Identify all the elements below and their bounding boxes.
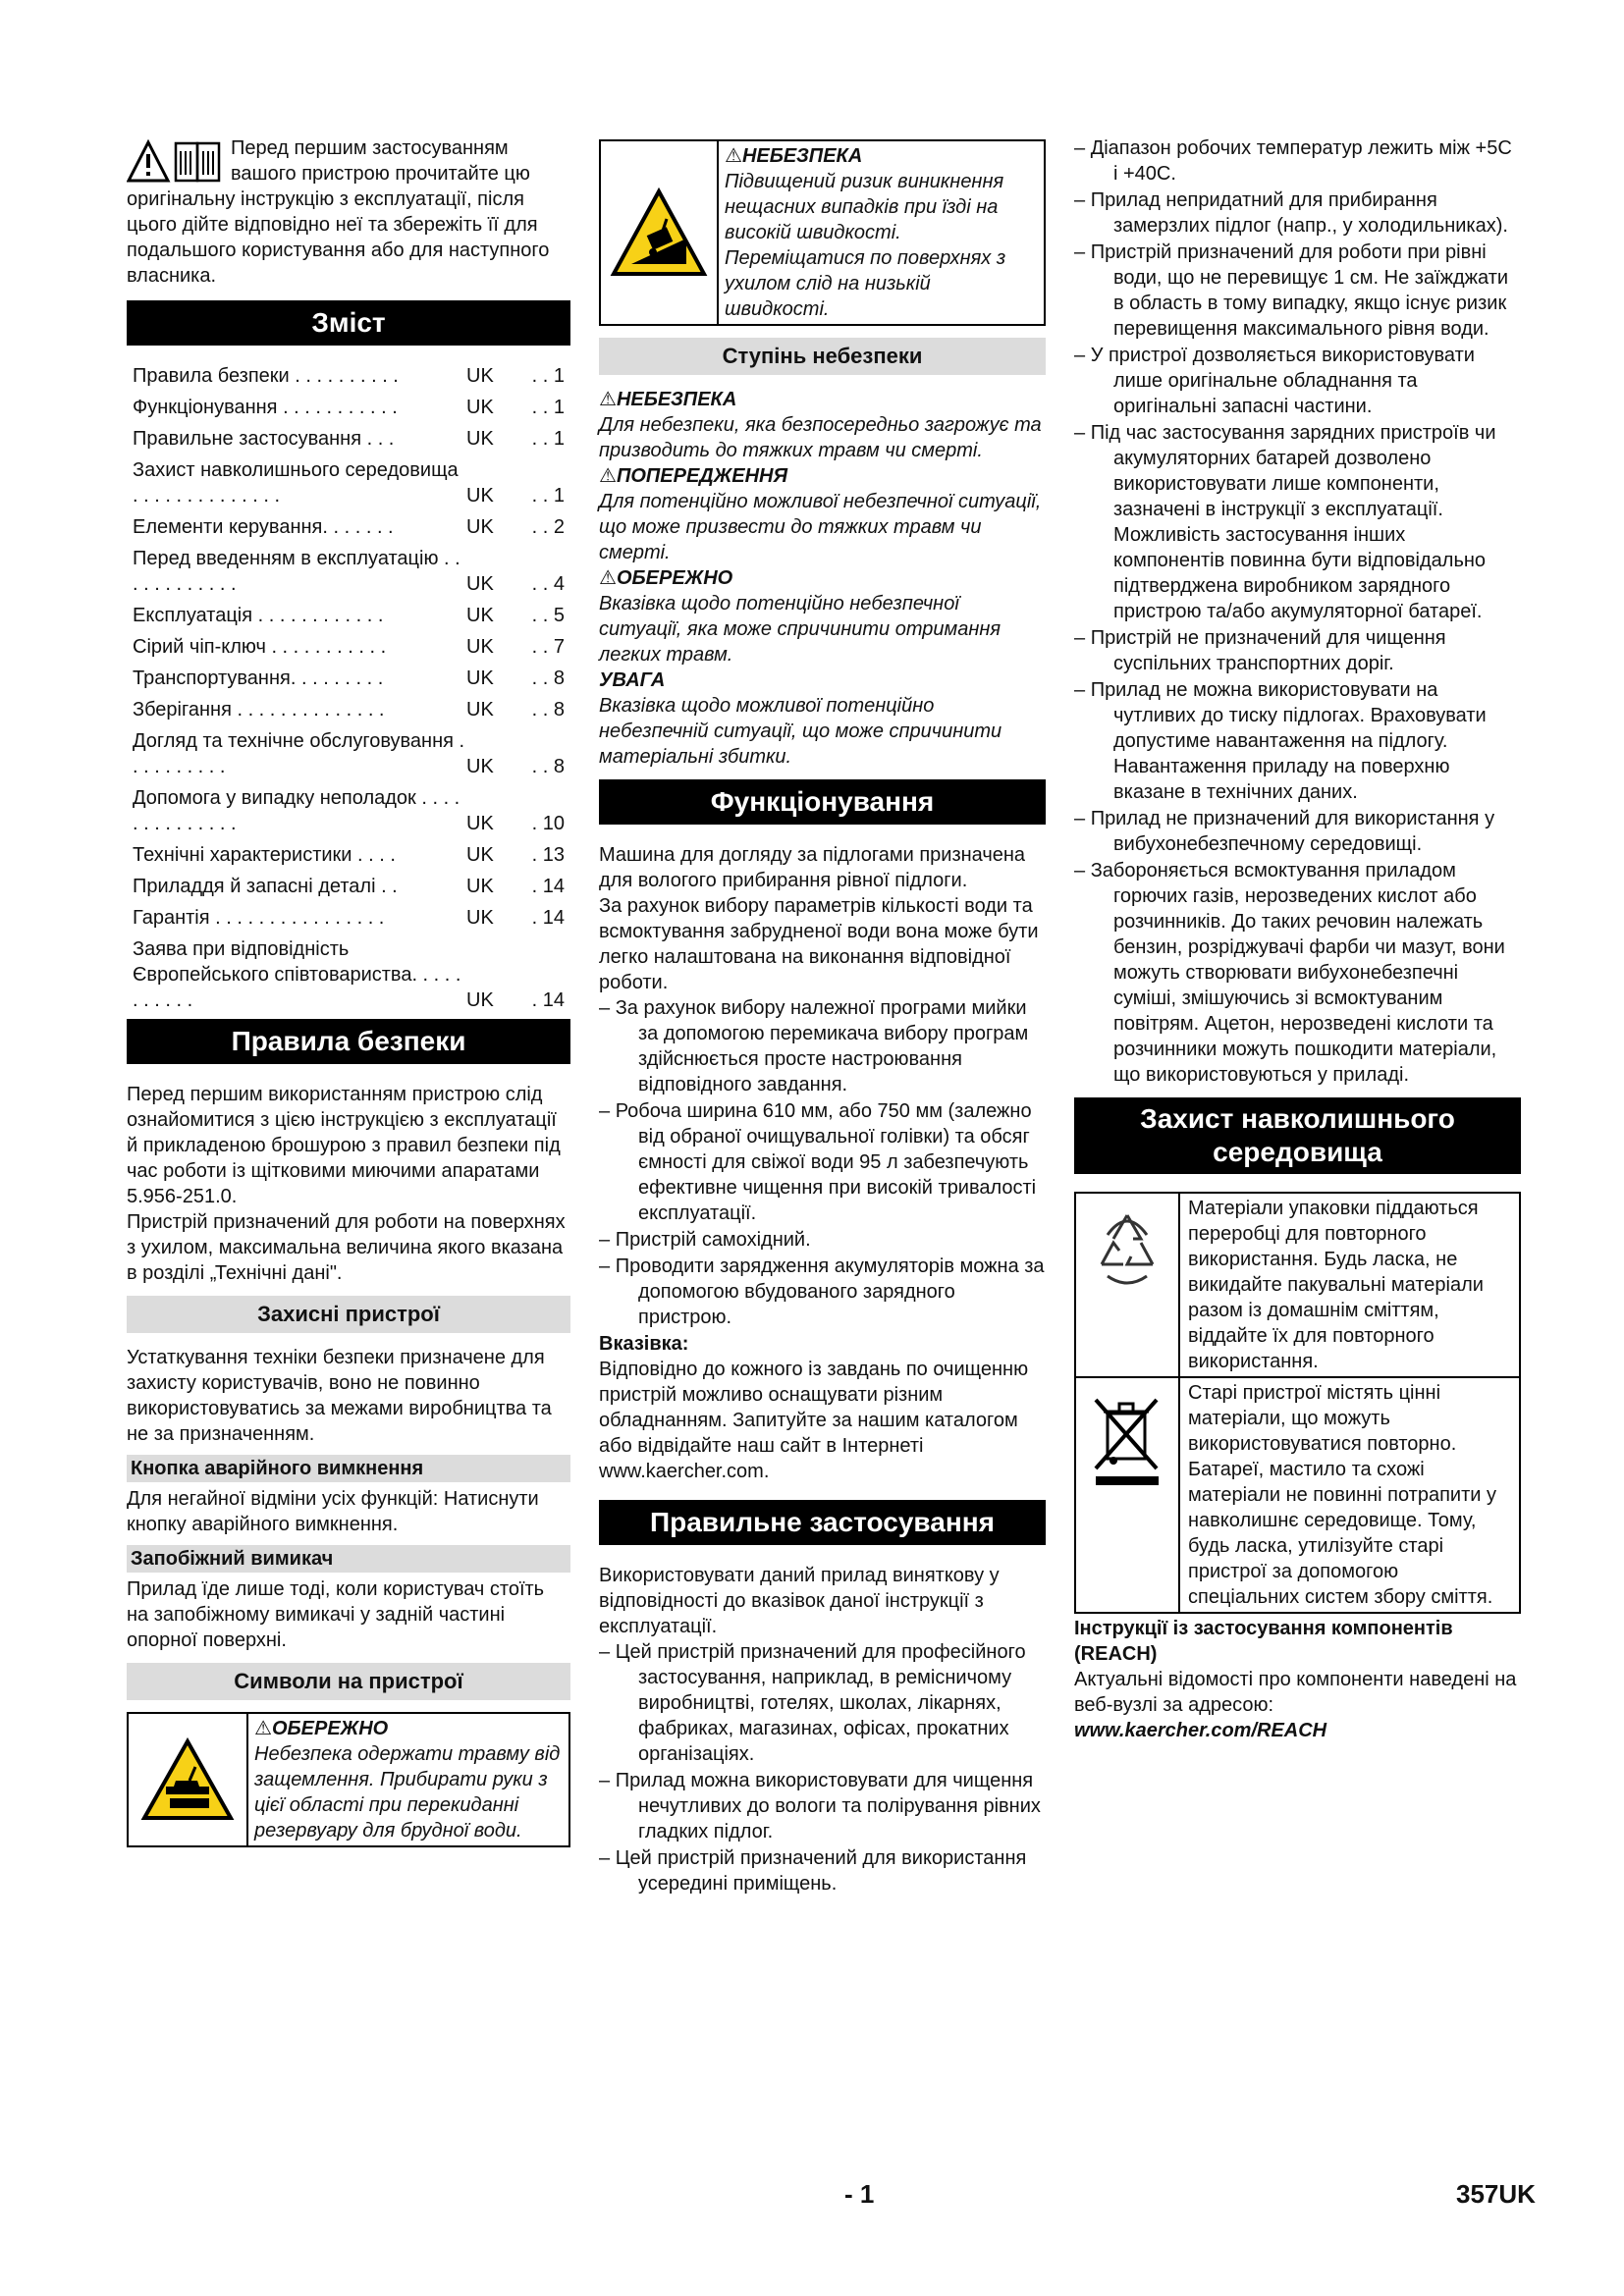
danger-level-text: Для потенційно можливої небезпечної ситуації, що може призвести до тяжких травм чи смерті. — [599, 491, 1042, 563]
toc-entry-ref: UK — [466, 428, 494, 450]
danger-level — [599, 463, 1046, 565]
toc-entry-page: . . 8 — [531, 667, 565, 689]
safety-paragraph: Перед першим використанням пристрою слід ознайомитися з цією інструкцією з експлуатації й прикладеною брошурою з правил безпеки під час роботи із щітковими миючими апаратами 5.956-251.0. — [127, 1084, 561, 1207]
toc-entry-ref: UK — [466, 989, 494, 1011]
toc-entry-page: . . 4 — [531, 573, 565, 595]
estop-paragraph: Для негайної відміни усіх функцій: Натиснути кнопку аварійного вимкнення. — [127, 1488, 539, 1535]
toc-entry-ref: UK — [466, 365, 494, 387]
func-paragraph: За рахунок вибору параметрів кількості води та всмоктування забрудненої води вона може бути легко налаштована на виконання відповідної роботи. — [599, 895, 1039, 993]
env-row-bin — [1076, 1376, 1519, 1612]
toc-entry-title: Сірий чіп-ключ . . . . . . . . . . . — [133, 636, 387, 658]
toc-entry[interactable] — [127, 936, 570, 1013]
toc-entry-page: . . 2 — [531, 516, 565, 538]
danger-levels — [599, 387, 1046, 770]
toc-entry-title: Транспортування. . . . . . . . . — [133, 667, 384, 689]
list-item: – Цей пристрій призначений для професійного застосування, наприклад, в ремісничому виробництві, готелях, школах, лікарнях, фабриках, магазинах, офісах, прокатних організаціях. — [599, 1639, 1046, 1767]
use-list — [599, 1639, 1046, 1896]
toc-entry-ref: UK — [466, 397, 494, 418]
toc-entry-title: Технічні характеристики . . . . — [133, 844, 396, 866]
note-paragraph: Відповідно до кожного із завдань по очищенню пристрій можливо оснащувати різним обладнанням. Запитуйте за нашим каталогом або відвідайте наш сайт в Інтернеті www.kaercher.com. — [599, 1359, 1029, 1482]
page-number: - 1 — [844, 2179, 875, 2209]
toc-entry-page: . . 1 — [531, 365, 565, 387]
func-list — [599, 995, 1046, 1330]
estop-heading: Кнопка аварійного вимкнення — [127, 1455, 570, 1482]
toc-entry-ref: UK — [466, 756, 494, 777]
list-item: – Прилад не можна використовувати на чутливих до тиску підлогах. Враховувати допустиме навантаження на підлогу. Навантаження приладу на поверхню вказане в технічних даних. — [1074, 677, 1521, 805]
toc-entry[interactable] — [127, 514, 570, 540]
list-item: – Прилад непридатний для прибирання замерзлих підлог (напр., у холодильниках). — [1074, 187, 1521, 239]
list-item: – Робоча ширина 610 мм, або 750 мм (залежно від обраної очищувальної голівки) та обсяг ємності для свіжої води 95 л забезпечують ефективне чищення при високій тривалості експлуатації. — [599, 1098, 1046, 1226]
danger-level-label: УВАГА — [599, 669, 666, 691]
reach-link[interactable]: www.kaercher.com/REACH — [1074, 1720, 1327, 1741]
toc-entry-ref: UK — [466, 876, 494, 897]
toc-entry-title: Правила безпеки . . . . . . . . . . — [133, 365, 399, 387]
danger-level-label: ⚠НЕБЕЗПЕКА — [599, 389, 737, 410]
toc-entry-page: . . 8 — [531, 756, 565, 777]
list-item: – Цей пристрій призначений для використання усередині приміщень. — [599, 1845, 1046, 1896]
crossed-bin-icon — [1076, 1378, 1180, 1612]
toc-entry[interactable] — [127, 874, 570, 899]
hand-crush-warning-icon — [129, 1714, 248, 1845]
list-item: – Прилад можна використовувати для чищення нечутливих до вологи та полірування рівних гладких підлог. — [599, 1768, 1046, 1844]
symbol-label: ⚠ОБЕРЕЖНО — [254, 1718, 389, 1739]
toc-entry[interactable] — [127, 457, 570, 508]
danger-level-text: Для небезпеки, яка безпосередньо загрожує та призводить до тяжких травм чи смерті. — [599, 414, 1042, 461]
danger-level — [599, 565, 1046, 667]
use-restrictions-list — [1074, 135, 1521, 1088]
toc-entry-page: . 14 — [531, 907, 565, 929]
env-bin-text: Старі пристрої містять цінні матеріали, що можуть використовуватися повторно. Батареї, мастило та схожі матеріали не повинні потрапити у навколишнє середовище. Тому, будь ласка, утилізуйте старі пристрої за допомогою спеціальних систем збору сміття. — [1188, 1382, 1496, 1608]
toc-entry-title: Функціонування . . . . . . . . . . . — [133, 397, 398, 418]
warning-manual-icon — [127, 139, 225, 185]
toc-entry-title: Допомога у випадку неполадок . . . . . . . . . . . . . . — [133, 787, 460, 834]
toc-entry[interactable] — [127, 728, 570, 779]
toc-entry[interactable] — [127, 634, 570, 660]
env-heading: Захист навколишнього середовища — [1074, 1097, 1521, 1174]
slope-speed-warning-icon — [601, 141, 719, 324]
list-item: – За рахунок вибору належної програми мийки за допомогою перемикача вибору програм здійснюється просте настроювання відповідного завдання. — [599, 995, 1046, 1097]
column-left — [127, 135, 570, 1859]
toc-entry-page: . . 7 — [531, 636, 565, 658]
symbols-heading: Символи на пристрої — [127, 1663, 570, 1700]
toc-entry-ref: UK — [466, 813, 494, 834]
safety-paragraph: Пристрій призначений для роботи на поверхнях з ухилом, максимальна величина якого вказана в розділі „Технічні дані". — [127, 1211, 566, 1284]
toc-entry[interactable] — [127, 905, 570, 931]
toc-entry-page: . 14 — [531, 989, 565, 1011]
danger-level — [599, 667, 1046, 770]
func-paragraph: Машина для догляду за підлогами призначена для вологого прибирання рівної підлоги. — [599, 844, 1026, 891]
toc-entry[interactable] — [127, 785, 570, 836]
danger-box-label: ⚠НЕБЕЗПЕКА — [725, 145, 863, 167]
toc-entry-title: Перед введенням в експлуатацію . . . . . . . . . . . . — [133, 548, 460, 595]
list-item: – Пристрій самохідний. — [599, 1227, 1046, 1253]
recycle-icon — [1076, 1194, 1180, 1376]
toc-entry-ref: UK — [466, 907, 494, 929]
intro-text: Перед першим застосуванням вашого пристрою прочитайте цю оригінальну інструкцію з експлуатації, після цього дійте відповідно неї та збережіть її для подальшого користування або для наступного власника. — [127, 137, 550, 287]
toc-entry-page: . . 8 — [531, 699, 565, 721]
safety-heading: Правила безпеки — [127, 1019, 570, 1064]
toc-entry-page: . . 1 — [531, 428, 565, 450]
toc-entry-title: Захист навколишнього середовища . . . . . . . . . . . . . . — [133, 459, 459, 507]
env-box — [1074, 1192, 1521, 1614]
toc-entry-title: Експлуатація . . . . . . . . . . . . — [133, 605, 384, 626]
toc-entry-title: Правильне застосування . . . — [133, 428, 395, 450]
toc-entry-title: Гарантія . . . . . . . . . . . . . . . . — [133, 907, 385, 929]
list-item: – Проводити зарядження акумуляторів можна за допомогою вбудованого зарядного пристрою. — [599, 1254, 1046, 1330]
list-item: – У пристрої дозволяється використовувати лише оригінальне обладнання та оригінальні запасні частини. — [1074, 343, 1521, 419]
use-heading: Правильне застосування — [599, 1500, 1046, 1545]
toc-entry-ref: UK — [466, 605, 494, 626]
toc-entry-ref: UK — [466, 636, 494, 658]
fuse-heading: Запобіжний вимикач — [127, 1545, 570, 1573]
list-item: – Під час застосування зарядних пристроїв чи акумуляторних батарей дозволено використовувати лише компоненти, зазначені в інструкції з експлуатації. Можливість застосування інших компонентів повинна бути відповідально підтверджена виробником зарядного пристрою та/або акумуляторної батареї. — [1074, 420, 1521, 624]
note-label: Вказівка: — [599, 1333, 689, 1355]
toc-entry[interactable] — [127, 395, 570, 420]
toc-entry[interactable] — [127, 546, 570, 597]
toc-entry-ref: UK — [466, 667, 494, 689]
func-heading: Функціонування — [599, 779, 1046, 825]
toc-entry-title: Елементи керування. . . . . . . — [133, 516, 394, 538]
toc-entry[interactable] — [127, 666, 570, 691]
levels-heading: Ступінь небезпеки — [599, 338, 1046, 375]
toc-entry-page: . . 1 — [531, 397, 565, 418]
danger-level-text: Вказівка щодо потенційно небезпечної ситуації, яка може спричинити отримання легких травм. — [599, 593, 1001, 666]
toc-entry-page: . . 5 — [531, 605, 565, 626]
toc-entry-ref: UK — [466, 844, 494, 866]
list-item: – Діапазон робочих температур лежить між +5C і +40C. — [1074, 135, 1521, 187]
danger-level — [599, 387, 1046, 463]
toc-entry-title: Зберігання . . . . . . . . . . . . . . — [133, 699, 385, 721]
toc-entry-ref: UK — [466, 485, 494, 507]
danger-level-label: ⚠ПОПЕРЕДЖЕННЯ — [599, 465, 788, 487]
protect-paragraph: Устаткування техніки безпеки призначене для захисту користувачів, воно не повинно використовуватись за межами виробництва та не за призначенням. — [127, 1347, 552, 1445]
toc-entry[interactable] — [127, 426, 570, 452]
toc-entry[interactable] — [127, 697, 570, 722]
list-item: – Прилад не призначений для використання у вибухонебезпечному середовищі. — [1074, 806, 1521, 857]
toc-entry-page: . . 1 — [531, 485, 565, 507]
toc-entry-title: Догляд та технічне обслуговування . . . . . . . . . . — [133, 730, 465, 777]
toc-entry[interactable] — [127, 842, 570, 868]
env-recycle-text: Матеріали упаковки піддаються переробці для повторного використання. Будь ласка, не викидайте пакувальні матеріали разом із домашнім сміттям, віддайте їх для повторного використання. — [1188, 1198, 1484, 1372]
toc-entry-ref: UK — [466, 573, 494, 595]
protect-heading: Захисні пристрої — [127, 1296, 570, 1333]
toc-entry-title: Приладдя й запасні деталі . . — [133, 876, 398, 897]
list-item: – Пристрій призначений для роботи при рівні води, що не перевищує 1 см. Не заїжджати в область в тому випадку, якщо існує ризик перевищення максимального рівня води. — [1074, 240, 1521, 342]
toc-entry-ref: UK — [466, 699, 494, 721]
danger-speed-box — [599, 139, 1046, 326]
table-of-contents — [127, 363, 570, 1013]
column-right — [1074, 135, 1521, 1743]
danger-level-text: Вказівка щодо можливої потенційно небезпечній ситуації, що може спричинити матеріальні збитки. — [599, 695, 1002, 768]
toc-entry-ref: UK — [466, 516, 494, 538]
list-item: – Пристрій не призначений для чищення суспільних транспортних доріг. — [1074, 625, 1521, 676]
reach-paragraph: Актуальні відомості про компоненти наведені на веб-вузлі за адресою: — [1074, 1669, 1517, 1716]
toc-entry-page: . 13 — [531, 844, 565, 866]
danger-box-text: Підвищений ризик виникнення нещасних випадків при їзді на високій швидкості. Переміщатися по поверхнях з ухилом слід на низькій швидкості. — [725, 171, 1006, 320]
list-item: – Забороняється всмоктування приладом горючих газів, нерозведених кислот або розчинників. До таких речовин належать бензин, розріджувачі фарби чи мазут, вони можуть створювати вибухонебезпечні суміші, змішуючись зі всмоктуваним повітрям. Ацетон, нерозведені кислоти та розчинники можуть пошкодити матеріали, що використовуються у приладі. — [1074, 858, 1521, 1088]
toc-entry[interactable] — [127, 363, 570, 389]
toc-entry-title: Заява при відповідність Європейського співтовариства. . . . . . . . . . . — [133, 938, 461, 1011]
env-row-recycle — [1076, 1194, 1519, 1376]
toc-entry-page: . 10 — [531, 813, 565, 834]
symbol-warning-box — [127, 1712, 570, 1847]
danger-level-label: ⚠ОБЕРЕЖНО — [599, 567, 733, 589]
fuse-paragraph: Прилад їде лише тоді, коли користувач стоїть на запобіжному вимикачі у задній частині опорної поверхні. — [127, 1578, 545, 1651]
use-paragraph: Використовувати даний прилад виняткову у відповідності до вказівок даної інструкції з експлуатації. — [599, 1565, 1000, 1637]
reach-heading: Інструкції із застосування компонентів (REACH) — [1074, 1618, 1453, 1665]
toc-heading: Зміст — [127, 300, 570, 346]
toc-entry[interactable] — [127, 603, 570, 628]
symbol-text: Небезпека одержати травму від защемлення. Прибирати руки з цієї області при перекиданні резервуару для брудної води. — [254, 1743, 561, 1842]
toc-entry-page: . 14 — [531, 876, 565, 897]
column-middle — [599, 139, 1046, 1897]
page-reference: 357UK — [1456, 2179, 1536, 2209]
